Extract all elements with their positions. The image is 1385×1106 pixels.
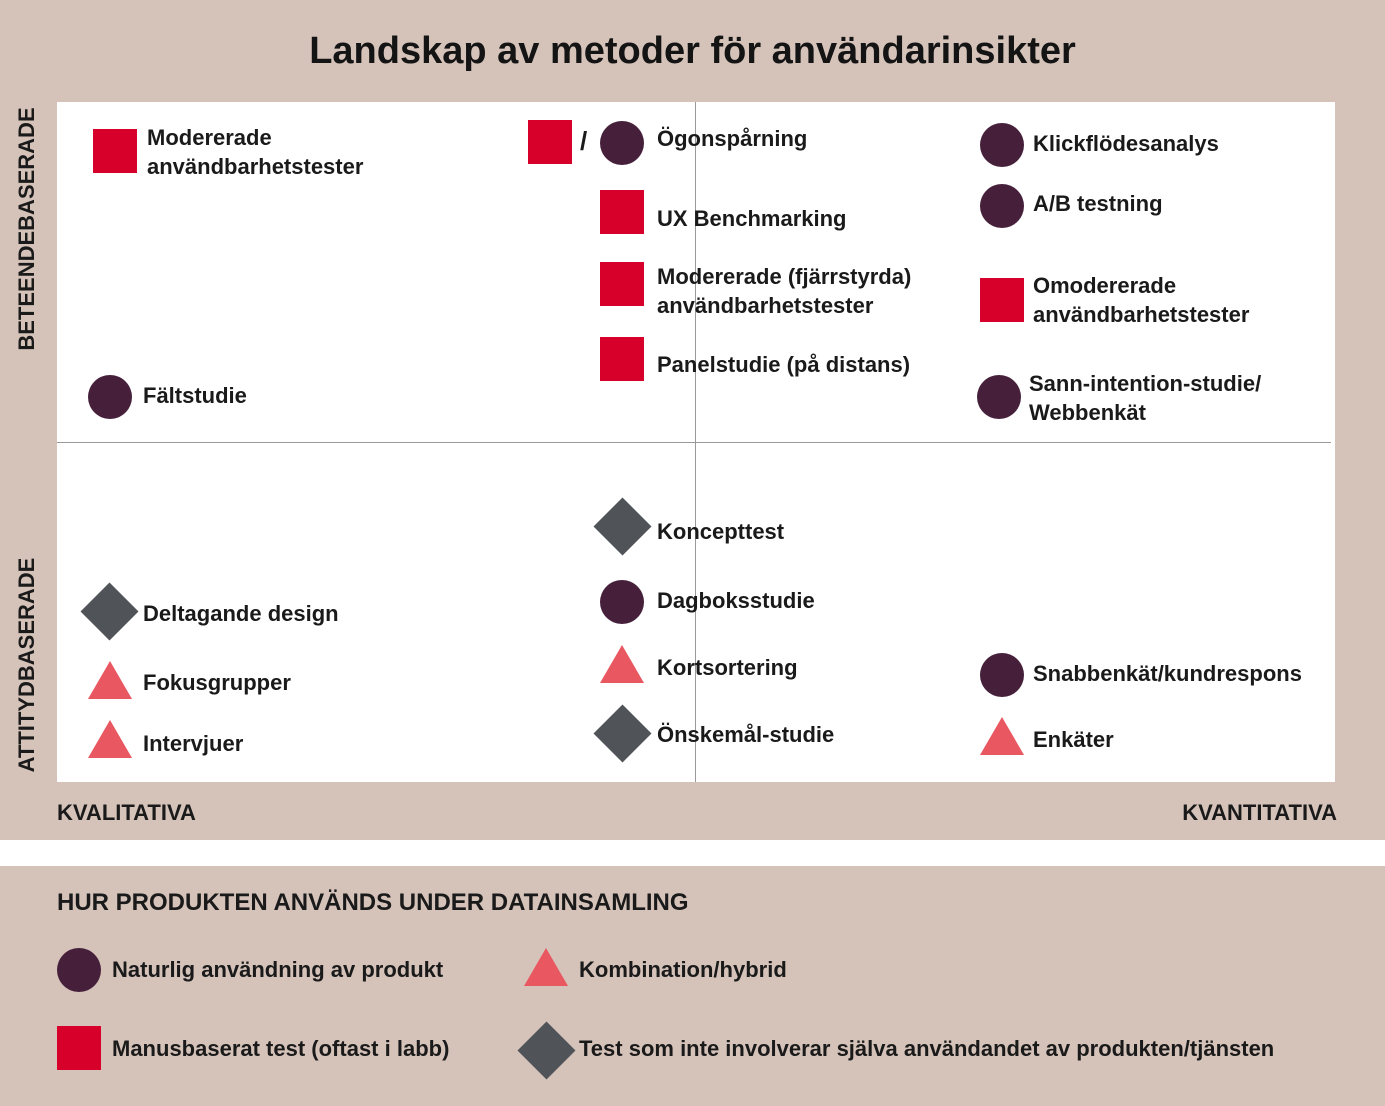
hybrid-triangle-icon bbox=[88, 720, 132, 758]
x-axis-label-right: KVANTITATIVA bbox=[1182, 800, 1337, 825]
method-label-line: Sann-intention-studie/ bbox=[1029, 371, 1262, 396]
hybrid-triangle-icon bbox=[980, 717, 1024, 755]
method-label-clickstream: Klickflödesanalys bbox=[1033, 131, 1219, 156]
method-label-line: användbarhetstester bbox=[657, 293, 874, 318]
natural-use-circle-icon bbox=[600, 580, 644, 624]
method-label-unmoderated bbox=[1033, 271, 1249, 329]
method-label-line: användbarhetstester bbox=[147, 154, 364, 179]
legend-label-no-product: Test som inte involverar själva användandet av produkten/tjänsten bbox=[579, 1036, 1275, 1061]
hybrid-triangle-icon bbox=[88, 661, 132, 699]
method-label-line: Modererade (fjärrstyrda) bbox=[657, 264, 912, 289]
method-label-concept-test: Koncepttest bbox=[657, 519, 785, 544]
method-label-desirability-study: Önskemål-studie bbox=[657, 722, 835, 747]
method-label-eye-tracking: Ögonspårning bbox=[657, 126, 808, 151]
method-label-card-sorting: Kortsortering bbox=[657, 655, 798, 680]
method-label-diary-study: Dagboksstudie bbox=[657, 588, 815, 613]
method-label-focus-groups: Fokusgrupper bbox=[143, 670, 291, 695]
y-axis-label-top: BETEENDEBASERADE bbox=[14, 107, 39, 351]
method-label-panel-study: Panelstudie (på distans) bbox=[657, 352, 911, 377]
method-label-participatory-design: Deltagande design bbox=[143, 601, 339, 626]
scripted-test-square-icon bbox=[528, 120, 572, 164]
legend-label-hybrid: Kombination/hybrid bbox=[579, 957, 787, 982]
hybrid-triangle-icon bbox=[600, 645, 644, 683]
method-label-interviews: Intervjuer bbox=[143, 731, 244, 756]
scripted-test-square-icon bbox=[93, 129, 137, 173]
legend-label-natural-use: Naturlig användning av produkt bbox=[112, 957, 444, 982]
natural-use-circle-icon bbox=[980, 653, 1024, 697]
method-label-line: Omodererade bbox=[1033, 273, 1177, 298]
method-label-ab-testing: A/B testning bbox=[1033, 191, 1163, 216]
method-label-line: Webbenkät bbox=[1029, 400, 1146, 425]
method-label-remote-moderated bbox=[657, 262, 911, 320]
scripted-test-square-icon bbox=[600, 190, 644, 234]
method-label-field-study: Fältstudie bbox=[143, 383, 247, 408]
legend-title: HUR PRODUKTEN ANVÄNDS UNDER DATAINSAMLING bbox=[57, 889, 689, 916]
y-axis-label-bottom: ATTITYDBASERADE bbox=[14, 557, 39, 773]
horizontal-divider bbox=[57, 442, 1331, 443]
natural-use-circle-icon bbox=[977, 375, 1021, 419]
natural-use-circle-icon bbox=[600, 121, 644, 165]
legend-square-icon bbox=[57, 1026, 101, 1070]
scripted-test-square-icon bbox=[600, 262, 644, 306]
method-label-moderated-usability bbox=[147, 123, 363, 181]
scripted-test-square-icon bbox=[980, 278, 1024, 322]
x-axis-label-left: KVALITATIVA bbox=[57, 800, 196, 825]
marker-separator: / bbox=[580, 126, 588, 156]
legend-triangle-icon bbox=[524, 948, 568, 986]
natural-use-circle-icon bbox=[980, 123, 1024, 167]
method-label-ux-benchmarking: UX Benchmarking bbox=[657, 206, 847, 231]
legend-label-scripted-test: Manusbaserat test (oftast i labb) bbox=[112, 1036, 450, 1061]
method-label-intercept-survey: Snabbenkät/kundrespons bbox=[1033, 661, 1302, 686]
natural-use-circle-icon bbox=[88, 375, 132, 419]
method-label-line: användbarhetstester bbox=[1033, 302, 1250, 327]
scripted-test-square-icon bbox=[600, 337, 644, 381]
method-label-true-intent bbox=[1029, 369, 1261, 427]
method-label-line: Modererade bbox=[147, 125, 272, 150]
legend-circle-icon bbox=[57, 948, 101, 992]
method-label-surveys: Enkäter bbox=[1033, 727, 1114, 752]
page-title: Landskap av metoder för användarinsikter bbox=[309, 30, 1076, 72]
natural-use-circle-icon bbox=[980, 184, 1024, 228]
